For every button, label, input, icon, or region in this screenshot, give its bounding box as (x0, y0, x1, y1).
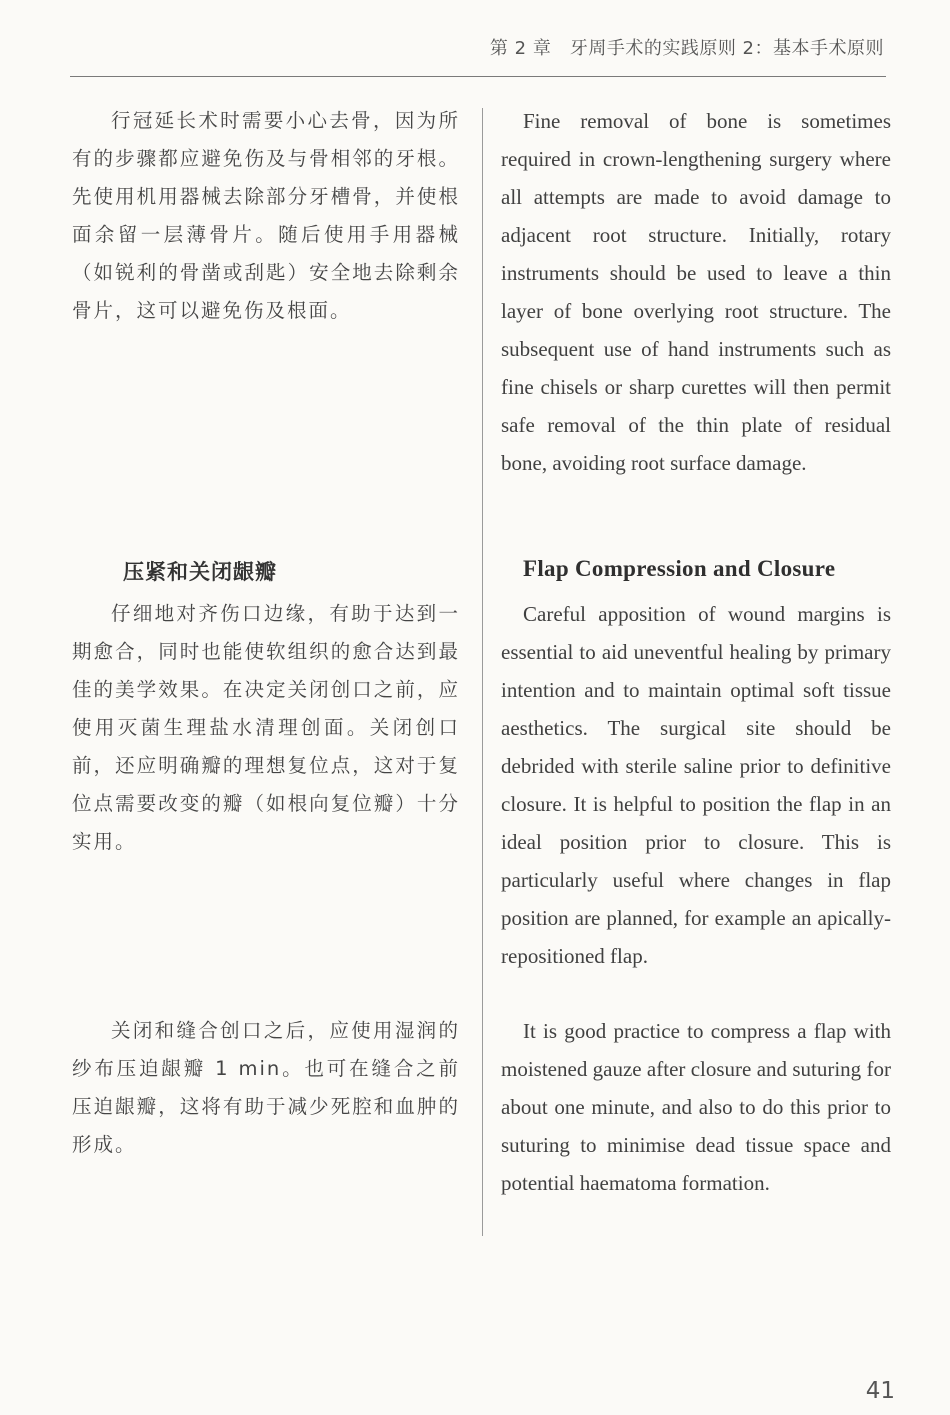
zh-paragraph-compression: 关闭和缝合创口之后，应使用湿润的纱布压迫龈瓣 1 min。也可在缝合之前压迫龈瓣，这将有助于减少死腔和血肿的形成。 (72, 1019, 460, 1156)
zh-section-heading: 压紧和关闭龈瓣 (123, 560, 277, 584)
en-paragraph-compression: It is good practice to compress a flap with moistened gauze after closure and suturing for about one minute, and also to do this prior to suturing to minimise dead tissue space and potential haematoma formation. (501, 1019, 891, 1195)
en-paragraph-bone-removal: Fine removal of bone is sometimes required in crown-lengthening surgery where all attempts are made to avoid damage to adjacent root structure. Initially, rotary instruments should be used to leave a thin layer of bone overlying root structure. The subsequent use of hand instruments such as fine chisels or sharp curettes will then permit safe removal of the thin plate of residual bone, avoiding root surface damage. (501, 109, 891, 475)
en-section-heading: Flap Compression and Closure (523, 556, 836, 581)
page-number: 41 (865, 1378, 895, 1404)
en-paragraph-wound-margins: Careful apposition of wound margins is essential to aid uneventful healing by primary intention and to maintain optimal soft tissue aesthetics. The surgical site should be debrided with sterile saline prior to definitive closure. It is helpful to position the flap in an ideal position prior to closure. This is particularly useful where changes in flap position are planned, for example an apically-repositioned flap. (501, 602, 891, 968)
zh-paragraph-bone-removal: 行冠延长术时需要小心去骨，因为所有的步骤都应避免伤及与骨相邻的牙根。先使用机用器械去除部分牙槽骨，并使根面余留一层薄骨片。随后使用手用器械（如锐利的骨凿或刮匙）安全地去除剩余骨片，这可以避免伤及根面。 (72, 109, 460, 322)
zh-paragraph-wound-margins: 仔细地对齐伤口边缘，有助于达到一期愈合，同时也能使软组织的愈合达到最佳的美学效果。在决定关闭创口之前，应使用灭菌生理盐水清理创面。关闭创口前，还应明确瓣的理想复位点，这对于复位点需要改变的瓣（如根向复位瓣）十分实用。 (72, 602, 460, 853)
column-divider (482, 108, 483, 1236)
chapter-title: 第 2 章 牙周手术的实践原则 2：基本手术原则 (489, 38, 884, 59)
running-header (70, 0, 886, 77)
